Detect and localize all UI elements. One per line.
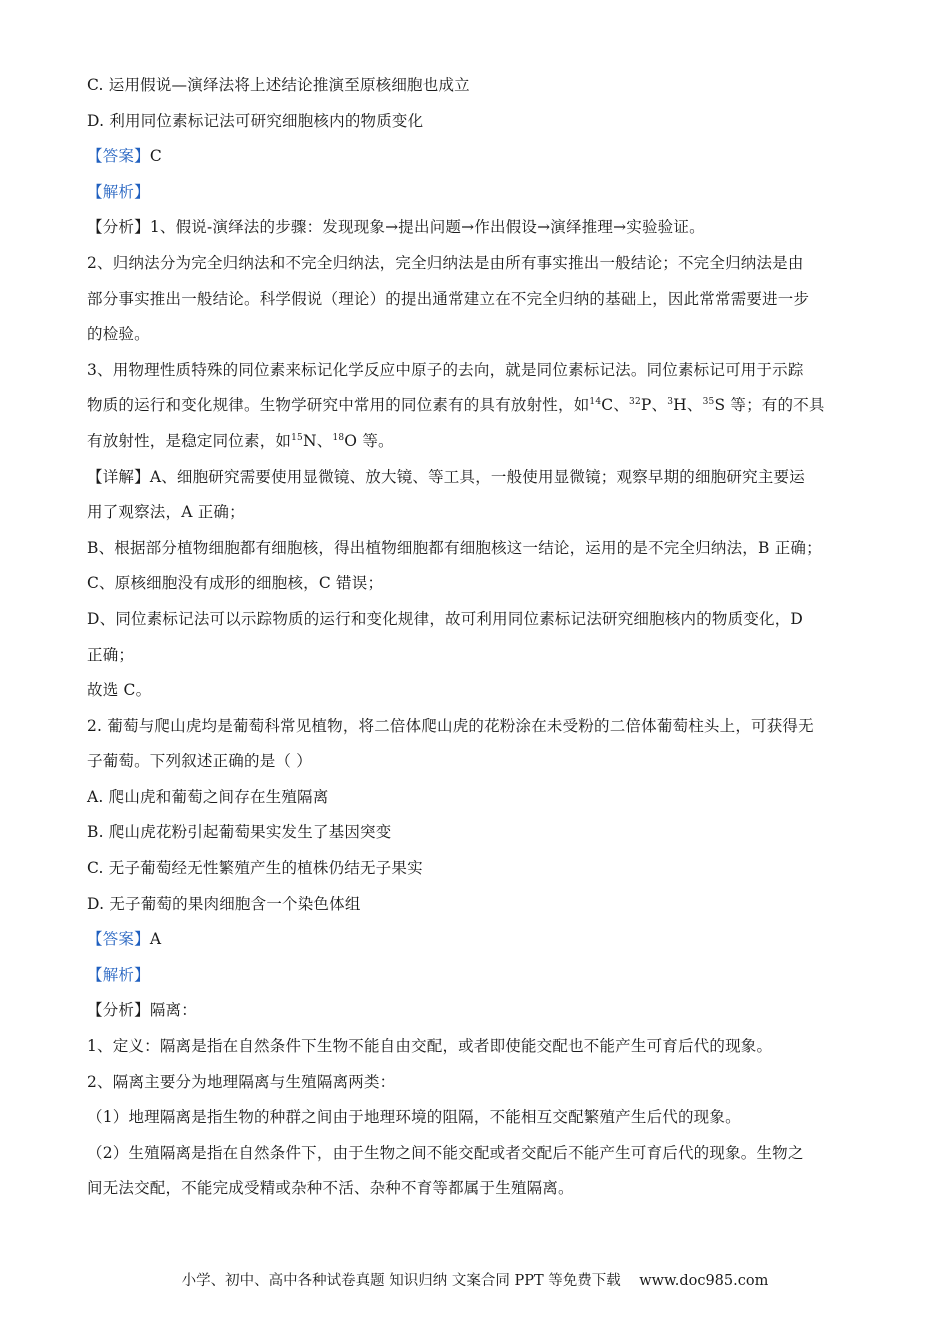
- q2-option-c: C. 无子葡萄经无性繁殖产生的植株仍结无子果实: [87, 859, 423, 878]
- q2-stem-2: 子葡萄。下列叙述正确的是（ ）: [87, 752, 312, 771]
- q1-detail-a2: 用了观察法，A 正确；: [87, 503, 245, 522]
- q1-analysis-label: 【解析】: [87, 182, 150, 201]
- q2-fenxi-4b: 间无法交配，不能完成受精或杂种不活、杂种不育等都属于生殖隔离。: [87, 1179, 574, 1198]
- q1-fenxi-3c: 有放射性，是稳定同位素，如$^{15}$N、$^{18}$O 等。: [87, 431, 394, 450]
- q1-detail-c: C、原核细胞没有成形的细胞核，C 错误；: [87, 574, 384, 593]
- q2-fenxi-3: （1）地理隔离是指生物的种群之间由于地理环境的阻隔，不能相互交配繁殖产生后代的现象。: [87, 1108, 741, 1127]
- answer-value: A: [149, 930, 162, 949]
- q1-fenxi-2b: 部分事实推出一般结论。科学假说（理论）的提出通常建立在不完全归纳的基础上，因此常常需要进一步: [87, 289, 810, 308]
- answer-label: 【答案】: [87, 147, 150, 166]
- q1-fenxi-1: 【分析】1、假说-演绎法的步骤：发现现象→提出问题→作出假设→演绎推理→实验验证。: [87, 218, 705, 237]
- q2-option-b: B. 爬山虎花粉引起葡萄果实发生了基因突变: [87, 823, 392, 842]
- q2-fenxi-2: 2、隔离主要分为地理隔离与生殖隔离两类：: [87, 1072, 396, 1091]
- footer-text: 小学、初中、高中各种试卷真题 知识归纳 文案合同 PPT 等免费下载: [181, 1273, 621, 1289]
- q2-stem-1: 2. 葡萄与爬山虎均是葡萄科常见植物，将二倍体爬山虎的花粉涂在未受粉的二倍体葡萄柱头上，可获得无: [87, 716, 814, 735]
- answer-value: C: [149, 147, 162, 166]
- isotope-n15: 15: [291, 432, 303, 443]
- detail-label: 【详解】: [87, 467, 150, 486]
- q2-fenxi-1: 1、定义：隔离是指在自然条件下生物不能自由交配，或者即使能交配也不能产生可育后代的现象。: [87, 1037, 773, 1056]
- page-footer: [0, 1269, 950, 1290]
- q2-answer: [87, 922, 867, 958]
- isotope-s35: 35: [702, 397, 715, 408]
- q1-answer: [87, 139, 867, 175]
- q2-fenxi-4a: （2）生殖隔离是指在自然条件下，由于生物之间不能交配或者交配后不能产生可育后代的现象。生物之: [87, 1143, 804, 1162]
- isotope-c14: 14: [589, 397, 602, 408]
- page-content: [87, 68, 867, 1207]
- isotope-h3: 3: [667, 397, 674, 408]
- q1-detail-d1: D、同位素标记法可以示踪物质的运行和变化规律，故可利用同位素标记法研究细胞核内的物质变化，D: [87, 609, 804, 628]
- footer-url: www.doc985.com: [639, 1273, 769, 1289]
- q2-option-a: A. 爬山虎和葡萄之间存在生殖隔离: [87, 787, 329, 806]
- q1-detail-d2: 正确；: [87, 645, 135, 664]
- q1-conclusion: 故选 C。: [87, 681, 152, 700]
- q1-detail-a1: 【详解】A、细胞研究需要使用显微镜、放大镜、等工具，一般使用显微镜；观察早期的细胞研究主要运: [87, 467, 805, 486]
- q2-analysis-label: 【解析】: [87, 965, 150, 984]
- q1-option-c: C. 运用假说—演绎法将上述结论推演至原核细胞也成立: [87, 76, 470, 94]
- isotope-o18: 18: [332, 432, 345, 443]
- q1-fenxi-3b: 物质的运行和变化规律。生物学研究中常用的同位素有的具有放射性，如$^{14}$C、$^{32}$P、$^3$H、$^{35}$S 等；有的不具: [87, 396, 825, 415]
- q1-fenxi-3a: 3、用物理性质特殊的同位素来标记化学反应中原子的去向，就是同位素标记法。同位素标记可用于示踪: [87, 360, 804, 379]
- answer-label: 【答案】: [87, 930, 150, 949]
- q1-detail-b: B、根据部分植物细胞都有细胞核，得出植物细胞都有细胞核这一结论，运用的是不完全归纳法，B 正确；: [87, 538, 822, 557]
- fenxi-label: 【分析】: [87, 1001, 150, 1020]
- q1-fenxi-2c: 的检验。: [87, 325, 150, 344]
- q1-fenxi-2a: 2、归纳法分为完全归纳法和不完全归纳法，完全归纳法是由所有事实推出一般结论；不完全归纳法是由: [87, 253, 804, 272]
- fenxi-label: 【分析】: [87, 218, 150, 237]
- q2-option-d: D. 无子葡萄的果肉细胞含一个染色体组: [87, 894, 361, 913]
- q1-option-d: D. 利用同位素标记法可研究细胞核内的物质变化: [87, 111, 424, 130]
- q2-fenxi-head: 【分析】隔离：: [87, 1001, 197, 1020]
- isotope-p32: 32: [629, 397, 641, 408]
